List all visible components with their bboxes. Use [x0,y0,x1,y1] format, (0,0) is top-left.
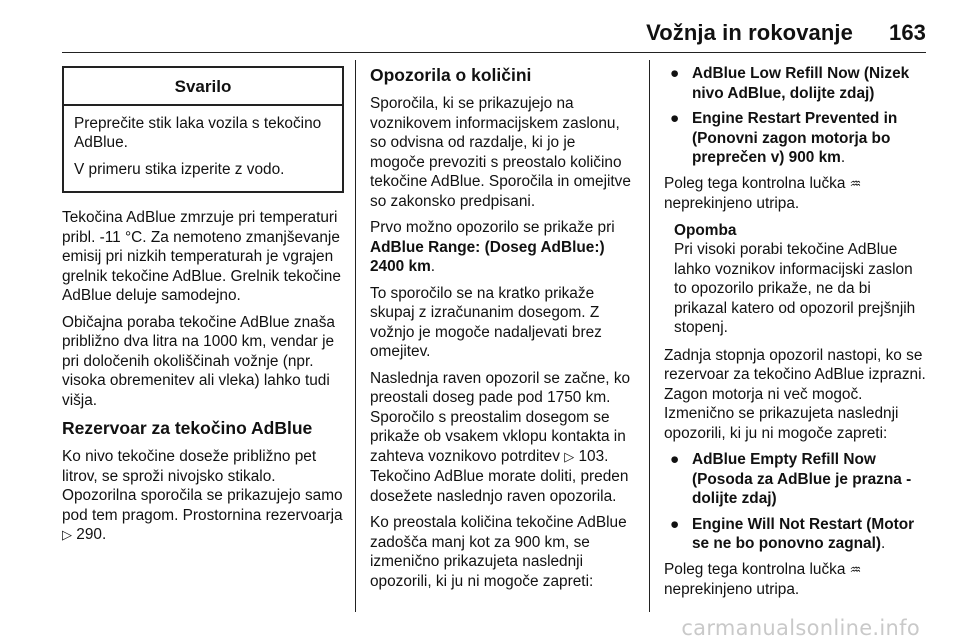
column-2 [370,64,634,598]
bullet-icon: ● [670,65,680,82]
paragraph-messages: Sporočila, ki se prikazujejo na voznikovem informacijskem zaslonu, so odvisna od razdalje, ki jo je mogoče prevoziti s preostalo količino tekočine AdBlue. Sporočila in omejitve so zakonsko predpisani. [370,95,631,210]
warning-text-2: V primeru stika izperite z vodo. [74,160,285,178]
page-reference-link[interactable]: 103. Tekočino AdBlue morate doliti, preden dosežete naslednjo raven opozorila. [370,447,629,505]
column-1 [62,66,344,553]
bullet-text: Engine Will Not Restart (Motor se ne bo ponovno zagnal) [692,515,915,552]
paragraph-consumption: Običajna poraba tekočine AdBlue znaša približno dva litra na 1000 km, vendar je pri določenih okoliščinah vožnje (npr. visoka obremenitev ali vleka) lahko tudi višja. [62,313,335,409]
adblue-warning-lamp-icon: ♒ [849,562,862,578]
bullet-end: . [880,535,886,552]
paragraph-900km: Ko preostala količina tekočine AdBlue zadošča manj kot za 900 km, se izmenično prikazujeta naslednji opozorili, ki ju ni mogoče zapreti: [370,514,627,590]
bullet-text: AdBlue Low Refill Now (Nizek nivo AdBlue, dolijte zdaj) [692,65,910,102]
first-warning-end: . [430,258,436,275]
list-item [664,64,928,103]
header-rule [62,52,926,53]
note-title: Opomba [674,221,737,239]
tank-text: Ko nivo tekočine doseže približno pet litrov, se sproži nivojsko stikalo. Opozorilna sporočila se prikazujejo samo pod tem pragom. Prostornina rezervoarja [62,448,343,524]
paragraph-lamp-2 [664,560,928,600]
paragraph-freezing: Tekočina AdBlue zmrzuje pri temperaturi pribl. -11 °C. Za nemoteno zmanjševanje emisij pri nizkih temperaturah je vgrajen grelnik tekočine AdBlue. Grelnik tekočine AdBlue deluje samodejno. [62,209,341,304]
lamp-text-end: neprekinjeno utripa. [664,581,800,598]
bullet-list-1 [664,64,928,168]
paragraph-short-display: To sporočilo se na kratko prikaže skupaj z izračunanim dosegom. Z vožnjo je mogoče nadaljevati brez omejitev. [370,284,602,360]
first-warning-message: AdBlue Range: (Doseg AdBlue:) 2400 km [370,238,605,275]
lamp-text: Poleg tega kontrolna lučka [664,560,850,578]
warning-box [62,66,344,193]
paragraph-next-level [370,369,634,507]
page-header [0,20,926,46]
page-number: 163 [888,20,926,45]
section-heading-tank: Rezervoar za tekočino AdBlue [62,418,313,438]
bullet-end: . [840,149,846,166]
bullet-icon: ● [670,110,680,127]
column-divider-2 [649,60,650,612]
lamp-text: Poleg tega kontrolna lučka [664,174,850,192]
next-level-text: Naslednja raven opozoril se začne, ko preostali doseg pade pod 1750 km. Sporočilo s preostalim dosegom se prikaže ob vsakem vklopu kontakta in zahteva voznikovo potrditev [370,369,631,465]
bullet-text: AdBlue Empty Refill Now (Posoda za AdBlue je prazna - dolijte zdaj) [692,451,912,507]
adblue-warning-lamp-icon: ♒ [849,176,862,192]
page-reference-arrow-icon: ▷ [62,528,72,543]
list-item [664,450,928,509]
list-item [664,515,928,554]
list-item [664,109,928,168]
note-body: Pri visoki porabi tekočine AdBlue lahko voznikov informacijski zaslon to opozorilo prikaže, ne da bi prikazal katero od opozoril prejšnjih stopenj. [674,241,916,336]
note-block [664,221,928,338]
page-reference-link[interactable]: 290. [72,526,107,543]
warning-body [64,106,342,192]
warning-title: Svarilo [64,68,342,106]
warning-text-1: Preprečite stik laka vozila s tekočino AdBlue. [74,114,322,151]
lamp-text-end: neprekinjeno utripa. [664,195,800,212]
watermark: carmanualsonline.info [681,616,920,640]
column-3 [664,64,928,607]
bullet-icon: ● [670,515,680,533]
section-heading-warnings: Opozorila o količini [370,65,532,85]
column-divider-1 [355,60,356,612]
paragraph-lamp-1 [664,174,928,214]
paragraph-first-warning [370,218,634,277]
bullet-text: Engine Restart Prevented in (Ponovni zagon motorja bo preprečen v) 900 km [692,110,898,166]
paragraph-tank [62,447,344,546]
first-warning-text: Prvo možno opozorilo se prikaže pri [370,219,615,236]
bullet-icon: ● [670,451,680,468]
bullet-list-2 [664,450,928,554]
page-reference-arrow-icon: ▷ [564,449,575,465]
header-title: Vožnja in rokovanje [646,20,853,45]
paragraph-final-stage: Zadnja stopnja opozoril nastopi, ko se rezervoar za tekočino AdBlue izprazni. Zagon motorja ni več mogoč. Izmenično se prikazujeta naslednji opozorili, ki ju ni mogoče zapreti: [664,346,926,442]
